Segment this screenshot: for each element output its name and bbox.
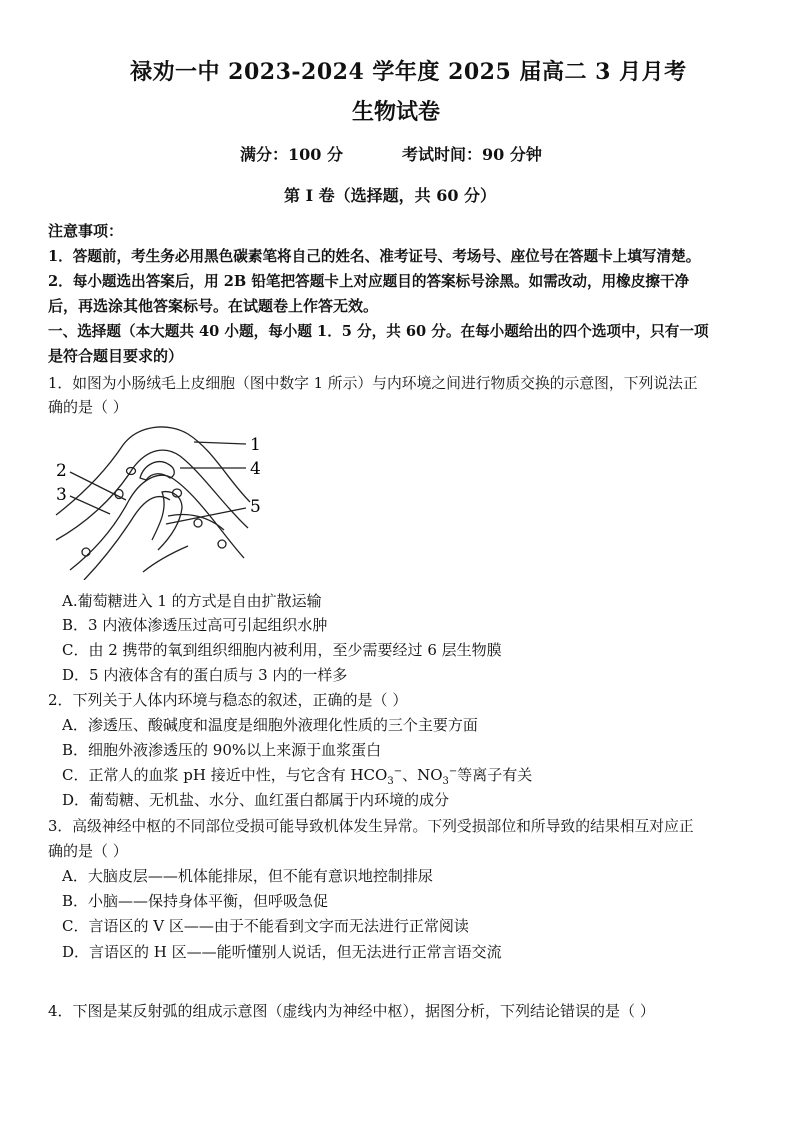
q2-option-c-sub2: 3: [442, 776, 449, 787]
leader-line-3: [70, 496, 110, 514]
figure-label-1: 1: [250, 435, 261, 455]
q2-stem: 2．下列关于人体内环境与稳态的叙述，正确的是（ ）: [48, 691, 408, 709]
figure-label-4: 4: [250, 459, 261, 479]
epithelial-cell-outline: [140, 462, 174, 480]
q1-option-b: B．3 内液体渗透压过高可引起组织水肿: [62, 616, 328, 634]
q3-option-a: A．大脑皮层——机体能排尿，但不能有意识地控制排尿: [62, 867, 433, 885]
exam-time: 考试时间：90 分钟: [402, 145, 542, 164]
part1-heading-cont: 是符合题目要求的）: [48, 347, 184, 365]
q3-option-b: B．小脑——保持身体平衡，但呼吸急促: [62, 892, 329, 910]
red-blood-cell: [218, 540, 226, 548]
part1-heading: 一、选择题（本大题共 40 小题，每小题 1．5 分，共 60 分。在每小题给出的四个选项中，只有一项: [48, 323, 709, 340]
figure-label-2: 2: [56, 461, 67, 481]
q1-option-d: D．5 内液体含有的蛋白质与 3 内的一样多: [62, 666, 348, 684]
red-blood-cell: [82, 548, 90, 556]
q2-option-c-sup2: −: [448, 766, 458, 777]
q1-option-a: A.葡萄糖进入 1 的方式是自由扩散运输: [62, 592, 322, 610]
q2-option-c-post: 等离子有关: [457, 766, 533, 784]
q1-villus-figure: [48, 420, 288, 580]
notes-heading: 注意事项：: [48, 222, 124, 240]
q2-option-a: A．渗透压、酸碱度和温度是细胞外液理化性质的三个主要方面: [62, 716, 478, 734]
q2-option-b: B．细胞外液渗透压的 90%以上来源于血浆蛋白: [62, 741, 382, 759]
lacteal-outline: [152, 492, 182, 550]
lacteal-lower-line: [143, 546, 188, 572]
capillary-outer-wall: [70, 475, 244, 570]
figure-label-3: 3: [56, 485, 67, 505]
notes-item-2: 2．每小题选出答案后，用 2B 铅笔把答题卡上对应题目的答案标号涂黑。如需改动，用橡皮擦干净: [48, 273, 690, 290]
villus-outlines: [56, 427, 250, 580]
leader-line-1: [194, 442, 246, 444]
q2-option-c-mid: 、NO: [402, 766, 443, 784]
q2-option-c: [62, 764, 532, 787]
q2-option-d: D．葡萄糖、无机盐、水分、血红蛋白都属于内环境的成分: [62, 791, 450, 809]
red-blood-cell: [194, 519, 202, 527]
q3-stem: 3．高级神经中枢的不同部位受损可能导致机体发生异常。下列受损部位和所导致的结果相互对应正: [48, 818, 694, 835]
figure-label-5: 5: [250, 497, 261, 517]
notes-item-1: 1．答题前，考生务必用黑色碳素笔将自己的姓名、准考证号、考场号、座位号在答题卡上填写清楚。: [48, 248, 701, 265]
q1-stem-cont: 确的是（ ）: [48, 398, 128, 416]
capillary-inner-wall: [84, 497, 170, 580]
q1-option-c: C．由 2 携带的氧到组织细胞内被利用，至少需要经过 6 层生物膜: [62, 641, 502, 659]
full-score: 满分：100 分: [240, 145, 343, 164]
exam-subtitle: 生物试卷: [352, 99, 441, 125]
notes-item-2-cont: 后，再选涂其他答案标号。在试题卷上作答无效。: [48, 297, 379, 315]
q3-option-d: D．言语区的 H 区——能听懂别人说话，但无法进行正常言语交流: [62, 943, 502, 961]
exam-title: 禄劝一中 2023-2024 学年度 2025 届高二 3 月月考: [130, 59, 687, 85]
q2-option-c-text: C．正常人的血浆 pH 接近中性，与它含有 HCO: [62, 766, 388, 784]
q2-option-c-sub1: 3: [387, 776, 394, 787]
q3-stem-cont: 确的是（ ）: [48, 842, 128, 860]
outer-epithelium-line: [56, 427, 250, 515]
section-title: 第 I 卷（选择题，共 60 分）: [284, 186, 497, 205]
q2-option-c-sup1: −: [393, 766, 403, 777]
q4-stem: 4．下图是某反射弧的组成示意图（虚线内为神经中枢），据图分析，下列结论错误的是（ ）: [48, 1002, 655, 1020]
q3-option-c: C．言语区的 V 区——由于不能看到文字而无法进行正常阅读: [62, 917, 469, 935]
q1-stem: 1．如图为小肠绒毛上皮细胞（图中数字 1 所示）与内环境之间进行物质交换的示意图，下列说法正: [48, 375, 698, 392]
